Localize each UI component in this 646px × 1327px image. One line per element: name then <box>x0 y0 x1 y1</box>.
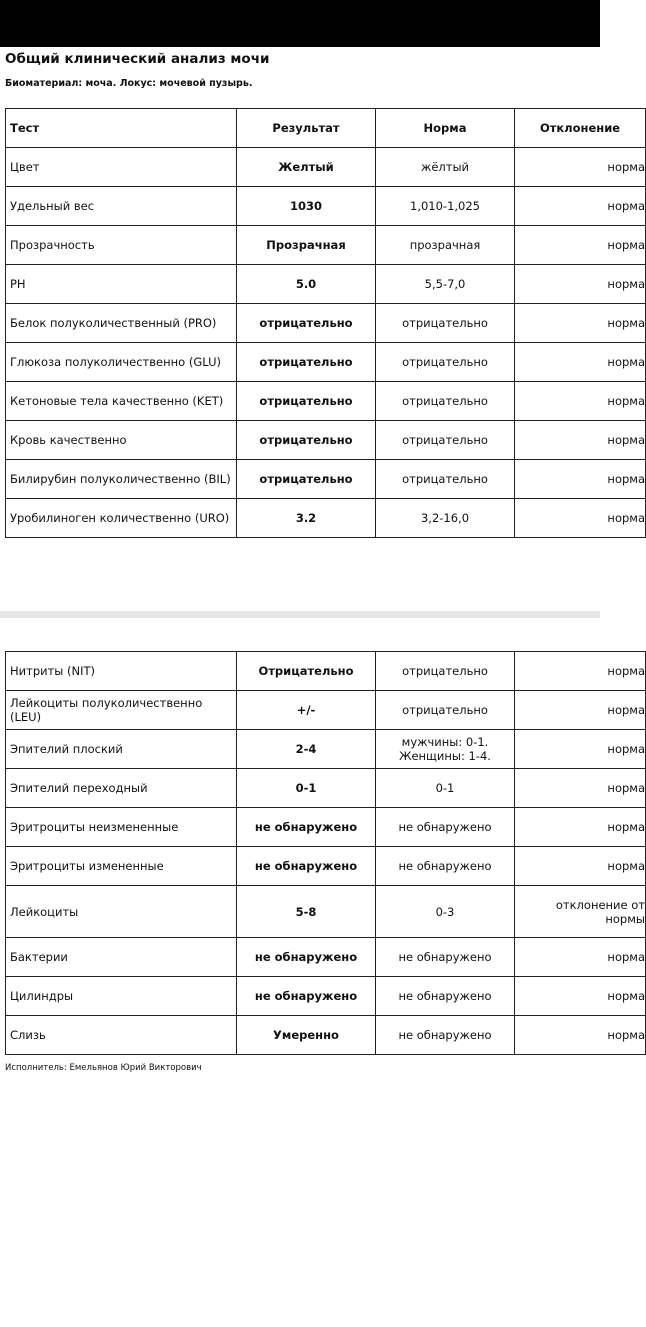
executor-note: Исполнитель: Емельянов Юрий Викторович <box>5 1063 202 1073</box>
cell-result: отрицательно <box>237 421 376 460</box>
table-row <box>6 977 646 1016</box>
header-deviation: Отклонение <box>515 109 646 148</box>
table-row <box>6 148 646 187</box>
cell-result: не обнаружено <box>237 808 376 847</box>
cell-norm: не обнаружено <box>376 977 515 1016</box>
cell-deviation: норма <box>515 652 646 691</box>
table-row <box>6 304 646 343</box>
table-row <box>6 1016 646 1055</box>
cell-result: 1030 <box>237 187 376 226</box>
cell-test: Глюкоза полуколичественно (GLU) <box>6 343 237 382</box>
cell-test: Уробилиноген количественно (URO) <box>6 499 237 538</box>
cell-deviation: норма <box>515 343 646 382</box>
cell-norm: не обнаружено <box>376 808 515 847</box>
cell-test: Белок полуколичественный (PRO) <box>6 304 237 343</box>
cell-result: отрицательно <box>237 460 376 499</box>
cell-norm: не обнаружено <box>376 847 515 886</box>
cell-test: Бактерии <box>6 938 237 977</box>
cell-result: Желтый <box>237 148 376 187</box>
header-norm: Норма <box>376 109 515 148</box>
cell-deviation: норма <box>515 730 646 769</box>
results-table-page-2 <box>5 651 645 1055</box>
table-header-row <box>6 109 646 148</box>
page-break-divider <box>0 611 600 618</box>
table-row <box>6 847 646 886</box>
cell-deviation: норма <box>515 938 646 977</box>
cell-test: Билирубин полуколичественно (BIL) <box>6 460 237 499</box>
cell-norm: отрицательно <box>376 421 515 460</box>
cell-test: Эпителий плоский <box>6 730 237 769</box>
cell-result: 5.0 <box>237 265 376 304</box>
cell-norm: 3,2-16,0 <box>376 499 515 538</box>
cell-result: отрицательно <box>237 304 376 343</box>
cell-deviation: норма <box>515 847 646 886</box>
table-row <box>6 382 646 421</box>
cell-norm: отрицательно <box>376 691 515 730</box>
table-body-page-1 <box>6 148 646 538</box>
header-test: Тест <box>6 109 237 148</box>
cell-norm: мужчины: 0-1. Женщины: 1-4. <box>376 730 515 769</box>
cell-norm: не обнаружено <box>376 1016 515 1055</box>
cell-deviation: норма <box>515 769 646 808</box>
cell-result: не обнаружено <box>237 977 376 1016</box>
results-table-page-1 <box>5 108 645 538</box>
table-row <box>6 769 646 808</box>
table-row <box>6 187 646 226</box>
cell-norm: не обнаружено <box>376 938 515 977</box>
cell-norm: отрицательно <box>376 460 515 499</box>
cell-test: Эритроциты неизмененные <box>6 808 237 847</box>
cell-deviation: норма <box>515 226 646 265</box>
table-row <box>6 808 646 847</box>
table-row <box>6 886 646 938</box>
table-row <box>6 652 646 691</box>
cell-deviation: норма <box>515 691 646 730</box>
top-bar <box>0 0 600 47</box>
cell-result: Отрицательно <box>237 652 376 691</box>
cell-result: Умеренно <box>237 1016 376 1055</box>
cell-deviation: отклонение от нормы <box>515 886 646 938</box>
cell-norm: отрицательно <box>376 304 515 343</box>
cell-test: Кровь качественно <box>6 421 237 460</box>
cell-test: Удельный вес <box>6 187 237 226</box>
cell-result: отрицательно <box>237 343 376 382</box>
cell-test: Эпителий переходный <box>6 769 237 808</box>
cell-deviation: норма <box>515 265 646 304</box>
cell-norm: 5,5-7,0 <box>376 265 515 304</box>
table-row <box>6 691 646 730</box>
cell-norm: отрицательно <box>376 652 515 691</box>
cell-test: Лейкоциты полуколичественно (LEU) <box>6 691 237 730</box>
cell-norm: прозрачная <box>376 226 515 265</box>
table-row <box>6 421 646 460</box>
cell-deviation: норма <box>515 148 646 187</box>
cell-deviation: норма <box>515 977 646 1016</box>
cell-deviation: норма <box>515 187 646 226</box>
cell-test: Цвет <box>6 148 237 187</box>
cell-norm: отрицательно <box>376 382 515 421</box>
cell-result: 3.2 <box>237 499 376 538</box>
cell-test: Прозрачность <box>6 226 237 265</box>
cell-norm: 0-3 <box>376 886 515 938</box>
cell-deviation: норма <box>515 382 646 421</box>
cell-test: Цилиндры <box>6 977 237 1016</box>
cell-test: Слизь <box>6 1016 237 1055</box>
cell-norm: отрицательно <box>376 343 515 382</box>
table-row <box>6 499 646 538</box>
table-row <box>6 343 646 382</box>
cell-result: 2-4 <box>237 730 376 769</box>
table-row <box>6 226 646 265</box>
cell-test: Нитриты (NIT) <box>6 652 237 691</box>
header-result: Результат <box>237 109 376 148</box>
cell-deviation: норма <box>515 808 646 847</box>
cell-result: +/- <box>237 691 376 730</box>
document-subtitle: Биоматериал: моча. Локус: мочевой пузырь. <box>5 78 253 89</box>
cell-result: 0-1 <box>237 769 376 808</box>
cell-result: не обнаружено <box>237 847 376 886</box>
cell-deviation: норма <box>515 499 646 538</box>
cell-test: PH <box>6 265 237 304</box>
cell-result: не обнаружено <box>237 938 376 977</box>
cell-result: отрицательно <box>237 382 376 421</box>
table-row <box>6 265 646 304</box>
cell-norm: жёлтый <box>376 148 515 187</box>
cell-test: Эритроциты измененные <box>6 847 237 886</box>
table-row <box>6 460 646 499</box>
cell-test: Лейкоциты <box>6 886 237 938</box>
table-row <box>6 730 646 769</box>
table-body-page-2 <box>6 652 646 1055</box>
cell-deviation: норма <box>515 460 646 499</box>
cell-norm: 1,010-1,025 <box>376 187 515 226</box>
table-row <box>6 938 646 977</box>
cell-norm: 0-1 <box>376 769 515 808</box>
cell-result: 5-8 <box>237 886 376 938</box>
cell-deviation: норма <box>515 1016 646 1055</box>
document-title: Общий клинический анализ мочи <box>5 51 270 67</box>
cell-result: Прозрачная <box>237 226 376 265</box>
cell-deviation: норма <box>515 421 646 460</box>
cell-test: Кетоновые тела качественно (KET) <box>6 382 237 421</box>
cell-deviation: норма <box>515 304 646 343</box>
